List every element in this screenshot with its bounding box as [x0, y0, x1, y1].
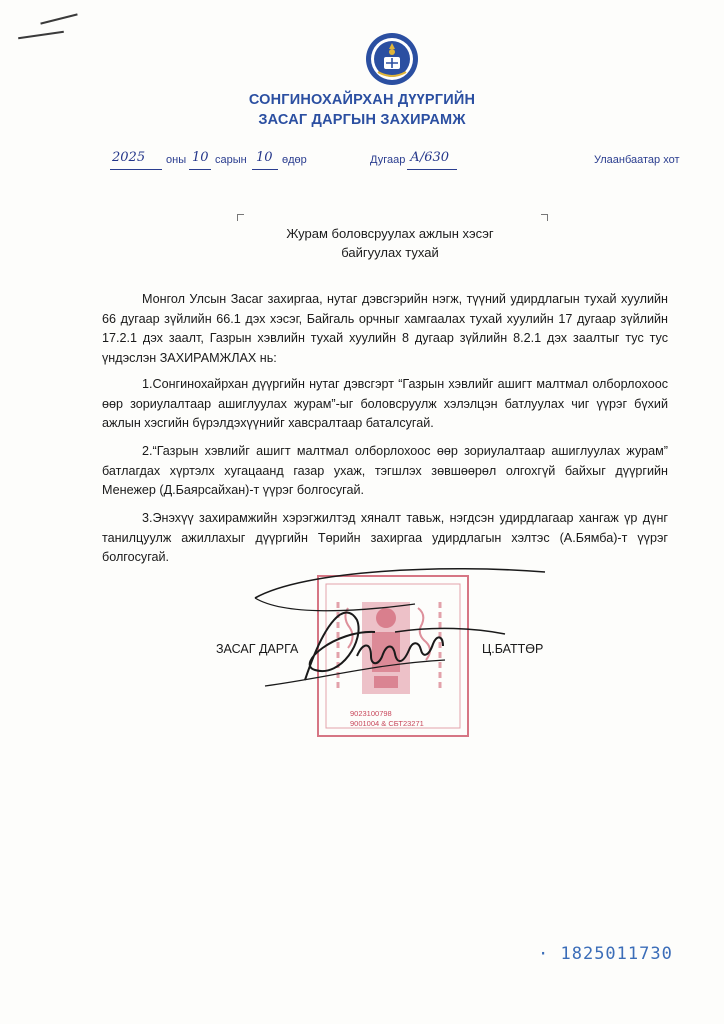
- subject-bracket-left: [237, 214, 244, 221]
- subject-line-2: байгуулах тухай: [341, 245, 439, 260]
- date-day: 10: [256, 150, 273, 165]
- scan-artifact: [40, 13, 77, 24]
- stamp-code-2: 9001004 & СБТ23271: [350, 719, 424, 728]
- preamble-paragraph: Монгол Улсын Засаг захиргаа, нутаг дэвсгэрийн нэгж, түүний удирдлагын тухай хуулийн 66 дугаар зүйлийн 66.1 дэх хэсэг, Байгаль орчныг хамгаалах тухай хуулийн 17 дугаар зүйлийн 17.2.1 дэх заалт, Газрын хэвлийн тухай хуулийн 8 дугаар зүйлийн 8.2.1 дэх заалтыг тус тус үндэслэн ЗАХИРАМЖЛАХ нь:: [102, 292, 668, 365]
- order-item-2: 2.“Газрын хэвлийг ашигт малтмал олборлохоос өөр зориулалтаар ашиглуулах журам” батлагдах хүртэлх хугацаанд газар ухаж, тэгшлэх зөвшөөрөл олгохгүй байхыг дүүргийн Менежер (Д.Баярсайхан)-т үүрэг болгосугай.: [102, 444, 668, 497]
- issue-city: Улаанбаатар хот: [594, 154, 680, 166]
- org-name: СОНГИНОХАЙРХАН ДҮҮРГИЙН: [248, 92, 476, 108]
- document-type-title: ЗАСАГ ДАРГЫН ЗАХИРАМЖ: [258, 112, 466, 128]
- subject-bracket-right: [541, 214, 548, 221]
- number-label: Дугаар: [370, 154, 406, 166]
- stamp-code-1: 9023100798: [350, 709, 392, 718]
- document-number: А/630: [410, 150, 450, 165]
- handwritten-signature: [245, 560, 565, 700]
- subject-line-1: Журам боловсруулах ажлын хэсэг: [286, 226, 494, 241]
- date-month: 10: [192, 150, 209, 165]
- year-label: оны: [166, 154, 187, 166]
- order-item-1: 1.Сонгинохайрхан дүүргийн нутаг дэвсгэрт “Газрын хэвлийг ашигт малтмал олборлохоос өөр зориулалтаар ашиглуулах журам”-ыг боловсруулж хэлэлцэн батлуулах чиг үүрэг бүхий ажлын хэсгийн бүрэлдэхүүнийг хавсралтаар баталсугай.: [102, 377, 668, 430]
- signature-block: [0, 560, 724, 760]
- day-label: өдөр: [282, 154, 307, 166]
- signer-title: ЗАСАГ ДАРГА: [216, 642, 299, 656]
- registry-number-value: 1825011730: [560, 944, 673, 964]
- document-meta-row: [0, 150, 724, 176]
- state-emblem-icon: [364, 30, 420, 88]
- date-year: 2025: [112, 150, 146, 165]
- scan-artifact: [18, 31, 64, 39]
- month-label: сарын: [215, 154, 247, 166]
- registry-number: · 1825011730: [538, 944, 673, 964]
- order-item-3: 3.Энэхүү захирамжийн хэрэгжилтэд хяналт тавьж, нэгдсэн удирдлагаар хангаж үр дүнг танилцуулж ажиллахыг дүүргийн Төрийн захиргаа удирдлагын хэлтэс (А.Бямба)-т үүрэг болгосугай.: [102, 511, 668, 564]
- signer-name: Ц.БАТТӨР: [482, 642, 544, 656]
